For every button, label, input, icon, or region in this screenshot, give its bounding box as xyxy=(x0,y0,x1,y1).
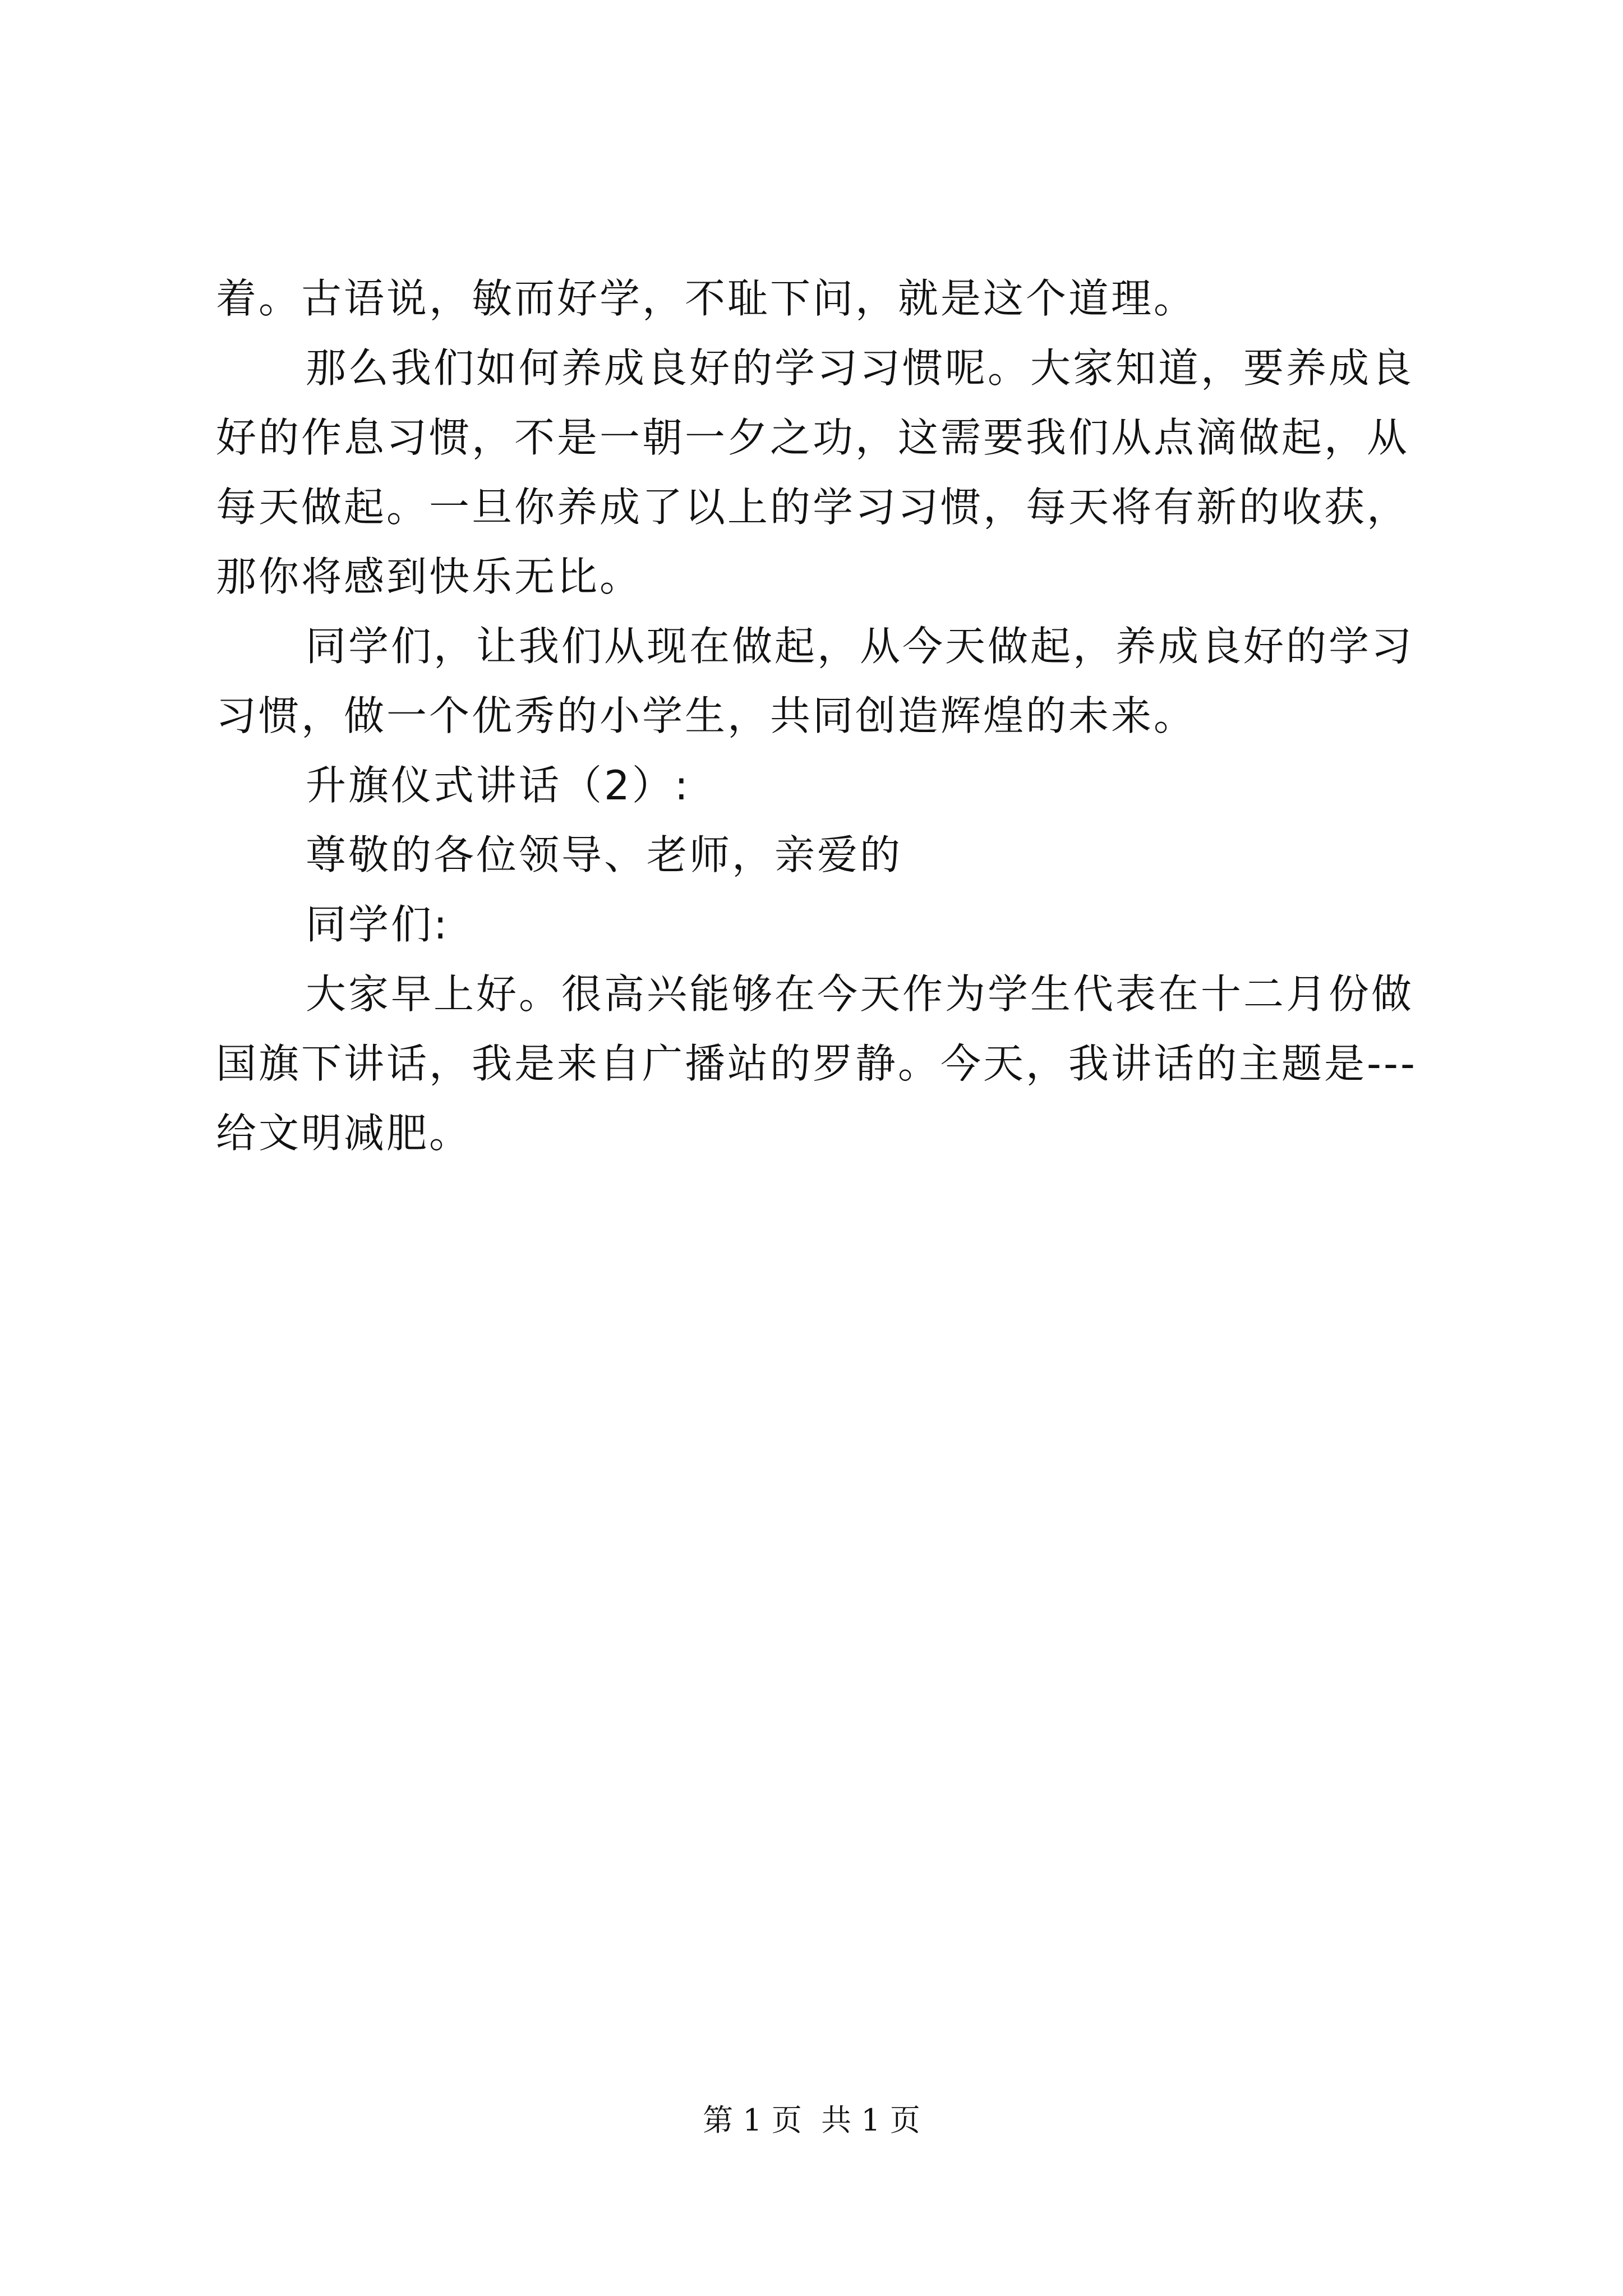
paragraph-line: 那么我们如何养成良好的学习习惯呢。大家知道，要养成良 xyxy=(306,344,1414,392)
paragraph-line: 那你将感到快乐无比。 xyxy=(216,553,643,600)
paragraph-line: 国旗下讲话，我是来自广播站的罗静。今天，我讲话的主题是--- xyxy=(216,1040,1417,1087)
paragraph-line: 给文明减肥。 xyxy=(216,1110,472,1157)
paragraph-line: 每天做起。一旦你养成了以上的学习习惯，每天将有新的收获， xyxy=(216,484,1410,531)
paragraph-line: 好的作息习惯，不是一朝一夕之功，这需要我们从点滴做起，从 xyxy=(216,414,1410,461)
paragraph-line: 着。古语说，敏而好学，不耻下问，就是这个道理。 xyxy=(216,275,1197,322)
section-heading: 升旗仪式讲话（2）: xyxy=(306,762,691,809)
paragraph-line: 同学们，让我们从现在做起，从今天做起，养成良好的学习 xyxy=(306,623,1414,670)
salutation-line: 尊敬的各位领导、老师，亲爱的 xyxy=(306,831,903,878)
paragraph-line: 习惯，做一个优秀的小学生，共同创造辉煌的未来。 xyxy=(216,692,1197,739)
salutation-line: 同学们: xyxy=(306,901,450,948)
paragraph-line: 大家早上好。很高兴能够在今天作为学生代表在十二月份做 xyxy=(306,970,1414,1018)
document-body xyxy=(216,264,1422,1168)
page-footer: 第 1 页 共 1 页 xyxy=(703,2102,920,2138)
